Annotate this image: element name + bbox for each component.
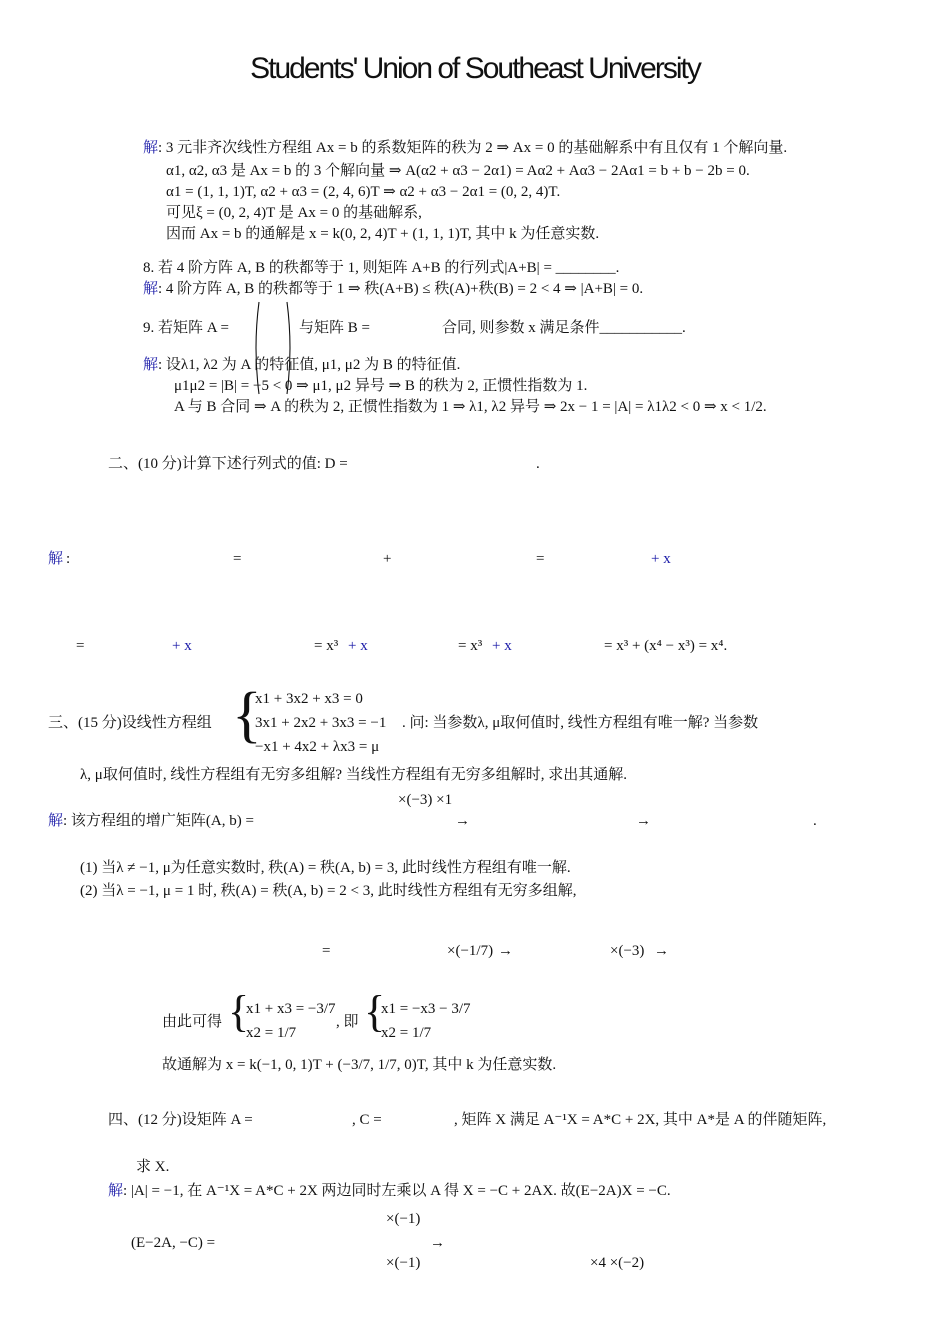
q9-mid: 与矩阵 B = [299, 320, 370, 336]
solution-label: 解 [108, 1183, 124, 1199]
plus: + [383, 551, 392, 567]
part3-general: 故通解为 x = k(−1, 0, 1)T + (−3/7, 1/7, 0)T, 其中 k 为任意实数. [162, 1057, 557, 1073]
part3-question-2: . 问: 当参数λ, μ取何值时, 线性方程组有唯一解? 当参数 [402, 715, 759, 731]
part3-op-m3: ×(−3) [610, 943, 645, 959]
plus-x: + x [172, 638, 192, 654]
solution-label: 解 [48, 813, 64, 829]
q9-solution-2: μ1μ2 = |B| = −5 < 0 ⇒ μ1, μ2 异号 ⇒ B 的秩为 2, 正惯性指数为 1. [174, 378, 588, 394]
sec7-line2: α1, α2, α3 是 Ax = b 的 3 个解向量 ⇒ A(α2 + α3 − 2α1) = Aα2 + Aα3 − 2Aα1 = b + b − 2b = 0. [166, 163, 750, 179]
equals: = [322, 943, 331, 959]
solution-label: 解 [143, 357, 159, 373]
brace: { [228, 987, 250, 1036]
part3-ji: , 即 [336, 1014, 359, 1030]
x-cubed: = x³ [314, 638, 339, 654]
solution-label: 解 [143, 140, 159, 156]
q9-solution-1 [143, 356, 460, 374]
part2-final: = x³ + (x⁴ − x³) = x⁴. [604, 638, 728, 654]
part3-row-ops: ×(−3) ×1 [398, 792, 453, 808]
q8-question: 8. 若 4 阶方阵 A, B 的秩都等于 1, 则矩阵 A+B 的行列式|A+B| = ________. [143, 260, 620, 276]
part4-c-label: , C = [352, 1112, 382, 1128]
part3-aug-text: : 该方程组的增广矩阵(A, b) = [63, 813, 254, 829]
x-cubed: = x³ [458, 638, 483, 654]
part3-sysA-1: x1 + x3 = −3/7 [246, 1001, 336, 1017]
part3-question-1: 三、(15 分)设线性方程组 [48, 715, 212, 731]
equals: = [76, 638, 85, 654]
part2-question: 二、(10 分)计算下述行列式的值: D = [108, 456, 348, 472]
part3-aug-label [48, 812, 254, 830]
part3-question-3: λ, μ取何值时, 线性方程组有无穷多组解? 当线性方程组有无穷多组解时, 求出其通解. [80, 767, 627, 783]
q9-post: 合同, 则参数 x 满足条件___________. [442, 320, 686, 336]
part3-eq2: 3x1 + 2x2 + 3x3 = −1 [255, 715, 387, 731]
q8-solution [143, 280, 643, 298]
equals: = [233, 551, 242, 567]
part4-op1b: ×(−1) [386, 1255, 421, 1271]
solution-label: 解 [143, 281, 159, 297]
period: . [813, 813, 817, 829]
part3-op-m2: ×(−1/7) [447, 943, 494, 959]
sec7-text1: : 3 元非齐次线性方程组 Ax = b 的系数矩阵的秩为 2 ⇒ Ax = 0 的基础解系中有且仅有 1 个解向量. [158, 140, 788, 156]
sec7-line4: 可见ξ = (0, 2, 4)T 是 Ax = 0 的基础解系, [166, 205, 422, 221]
page-title: Students' Union of Southeast University [250, 52, 700, 85]
part3-eq1: x1 + 3x2 + x3 = 0 [255, 691, 363, 707]
sec7-line3: α1 = (1, 1, 1)T, α2 + α3 = (2, 4, 6)T ⇒ α2 + α3 − 2α1 = (0, 2, 4)T. [166, 184, 561, 200]
arrow: → [636, 813, 651, 829]
sec7-line5: 因而 Ax = b 的通解是 x = k(0, 2, 4)T + (1, 1, 1)T, 其中 k 为任意实数. [166, 226, 600, 242]
part4-solution [108, 1182, 671, 1200]
sec7-line1 [143, 139, 787, 157]
part4-question-1: 四、(12 分)设矩阵 A = [108, 1112, 253, 1128]
part4-question-2: , 矩阵 X 满足 A⁻¹X = A*C + 2X, 其中 A*是 A 的伴随矩阵, [454, 1112, 827, 1128]
part3-eq3: −x1 + 4x2 + λx3 = μ [255, 739, 380, 755]
arrow: → [430, 1235, 445, 1251]
part3-sysB-1: x1 = −x3 − 3/7 [381, 1001, 471, 1017]
plus-x: + x [492, 638, 512, 654]
part4-solution-text: : |A| = −1, 在 A⁻¹X = A*C + 2X 两边同时左乘以 A 得 X = −C + 2AX. 故(E−2A)X = −C. [123, 1183, 671, 1199]
plus-x: + x [651, 551, 671, 567]
q8-solution-text: : 4 阶方阵 A, B 的秩都等于 1 ⇒ 秩(A+B) ≤ 秩(A)+秩(B) = 2 < 4 ⇒ |A+B| = 0. [158, 281, 644, 297]
q9-solution-text: : 设λ1, λ2 为 A 的特征值, μ1, μ2 为 B 的特征值. [158, 357, 461, 373]
brace: { [232, 681, 262, 749]
part4-aug-label: (E−2A, −C) = [131, 1235, 216, 1251]
arrow: → [455, 813, 470, 829]
colon: : [66, 551, 71, 567]
part4-op1a: ×(−1) [386, 1211, 421, 1227]
arrow: → [654, 943, 669, 959]
plus-x: + x [348, 638, 368, 654]
part4-question-3: 求 X. [136, 1159, 170, 1175]
period: . [536, 456, 540, 472]
arrow: → [498, 943, 513, 959]
q9-pre: 9. 若矩阵 A = [143, 320, 229, 336]
part3-thus: 由此可得 [162, 1014, 223, 1030]
part3-sysA-2: x2 = 1/7 [246, 1025, 297, 1041]
part4-op2: ×4 ×(−2) [590, 1255, 645, 1271]
equals: = [536, 551, 545, 567]
part3-sysB-2: x2 = 1/7 [381, 1025, 432, 1041]
q9-solution-3: A 与 B 合同 ⇒ A 的秩为 2, 正惯性指数为 1 ⇒ λ1, λ2 异号 ⇒ 2x − 1 = |A| = λ1λ2 < 0 ⇒ x < 1/2. [174, 399, 767, 415]
solution-label: 解 [48, 551, 64, 567]
part3-case2: (2) 当λ = −1, μ = 1 时, 秩(A) = 秩(A, b) = 2 < 3, 此时线性方程组有无穷多组解, [80, 883, 577, 899]
part3-case1: (1) 当λ ≠ −1, μ为任意实数时, 秩(A) = 秩(A, b) = 3, 此时线性方程组有唯一解. [80, 860, 571, 876]
brace: { [364, 987, 386, 1036]
